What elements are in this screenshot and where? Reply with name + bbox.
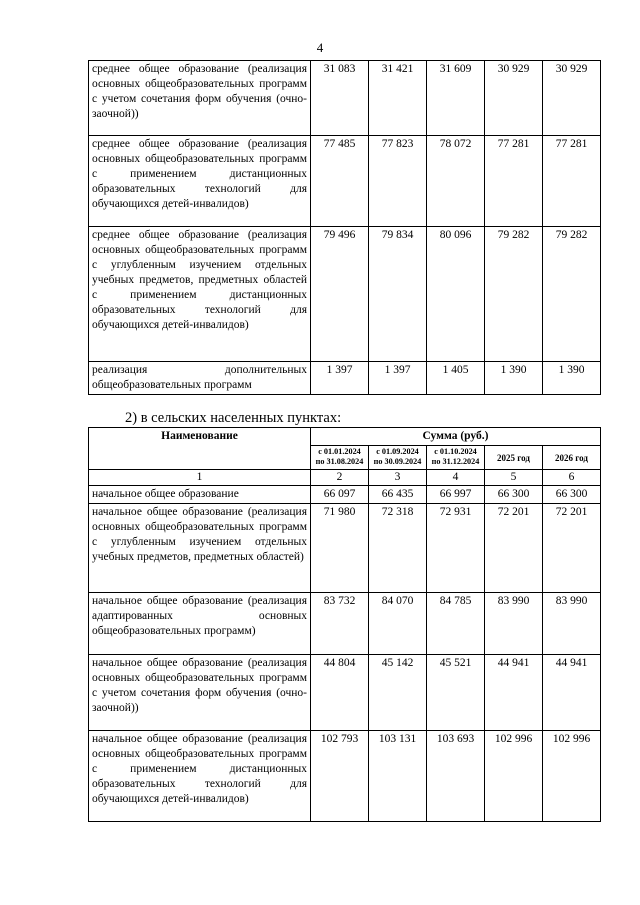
cell-value: 102 793 [311, 731, 369, 822]
cell-value: 71 980 [311, 504, 369, 593]
column-index: 6 [543, 470, 601, 486]
table-row [89, 655, 601, 731]
row-name: среднее общее образование (реализация основных общеобразовательных программ с углубленным изучением отдельных учебных предметов, предметных областей с применением дистанционных образовательных технологий для обучающихся детей-инвалидов) [89, 227, 311, 362]
cell-value: 1 390 [485, 362, 543, 395]
row-name: среднее общее образование (реализация основных общеобразовательных программ с применением дистанционных образовательных технологий для обучающихся детей-инвалидов) [89, 136, 311, 227]
cell-value: 44 941 [543, 655, 601, 731]
period-header: 2025 год [485, 446, 543, 470]
cell-value: 77 823 [369, 136, 427, 227]
cell-value: 79 282 [543, 227, 601, 362]
table-row [89, 593, 601, 655]
column-index: 3 [369, 470, 427, 486]
cell-value: 78 072 [427, 136, 485, 227]
cell-value: 80 096 [427, 227, 485, 362]
period-header: с 01.10.2024 по 31.12.2024 [427, 446, 485, 470]
cell-value: 103 131 [369, 731, 427, 822]
header-name: Наименование [89, 428, 311, 470]
cell-value: 1 390 [543, 362, 601, 395]
cell-value: 45 142 [369, 655, 427, 731]
cell-value: 66 300 [543, 486, 601, 504]
table-row [89, 362, 601, 395]
cell-value: 66 097 [311, 486, 369, 504]
cell-value: 1 397 [369, 362, 427, 395]
page-number: 4 [316, 40, 324, 55]
row-name: начальное общее образование (реализация основных общеобразовательных программ с учетом сочетания форм обучения (очно-заочной)) [89, 655, 311, 731]
row-name: начальное общее образование (реализация основных общеобразовательных программ с углубленным изучением отдельных учебных предметов, предметных областей) [89, 504, 311, 593]
cell-value: 79 834 [369, 227, 427, 362]
column-index: 2 [311, 470, 369, 486]
cell-value: 66 300 [485, 486, 543, 504]
period-header: с 01.01.2024 по 31.08.2024 [311, 446, 369, 470]
cell-value: 31 609 [427, 61, 485, 136]
column-index: 4 [427, 470, 485, 486]
cell-value: 45 521 [427, 655, 485, 731]
cell-value: 1 397 [311, 362, 369, 395]
rural-tariff-table [88, 427, 601, 822]
cell-value: 72 318 [369, 504, 427, 593]
cell-value: 30 929 [543, 61, 601, 136]
cell-value: 66 435 [369, 486, 427, 504]
cell-value: 31 083 [311, 61, 369, 136]
table-row [89, 61, 601, 136]
cell-value: 84 070 [369, 593, 427, 655]
cell-value: 79 282 [485, 227, 543, 362]
cell-value: 31 421 [369, 61, 427, 136]
row-name: начальное общее образование [89, 486, 311, 504]
cell-value: 44 941 [485, 655, 543, 731]
tariff-table-continued [88, 60, 601, 395]
cell-value: 83 990 [485, 593, 543, 655]
row-name: начальное общее образование (реализация адаптированных основных общеобразовательных программ) [89, 593, 311, 655]
cell-value: 72 201 [485, 504, 543, 593]
row-name: реализация дополнительных общеобразовательных программ [89, 362, 311, 395]
cell-value: 1 405 [427, 362, 485, 395]
cell-value: 103 693 [427, 731, 485, 822]
table-row [89, 136, 601, 227]
cell-value: 79 496 [311, 227, 369, 362]
row-name: среднее общее образование (реализация основных общеобразовательных программ с учетом сочетания форм обучения (очно-заочной)) [89, 61, 311, 136]
header-sum: Сумма (руб.) [311, 428, 601, 446]
table-row [89, 486, 601, 504]
cell-value: 30 929 [485, 61, 543, 136]
cell-value: 102 996 [543, 731, 601, 822]
cell-value: 44 804 [311, 655, 369, 731]
row-name: начальное общее образование (реализация основных общеобразовательных программ с применением дистанционных образовательных технологий для обучающихся детей-инвалидов) [89, 731, 311, 822]
column-index: 1 [89, 470, 311, 486]
cell-value: 83 990 [543, 593, 601, 655]
cell-value: 84 785 [427, 593, 485, 655]
table-row [89, 731, 601, 822]
cell-value: 72 931 [427, 504, 485, 593]
table-row [89, 227, 601, 362]
period-header: с 01.09.2024 по 30.09.2024 [369, 446, 427, 470]
cell-value: 77 281 [543, 136, 601, 227]
cell-value: 77 485 [311, 136, 369, 227]
cell-value: 83 732 [311, 593, 369, 655]
cell-value: 66 997 [427, 486, 485, 504]
column-index: 5 [485, 470, 543, 486]
cell-value: 72 201 [543, 504, 601, 593]
table-row [89, 504, 601, 593]
period-header: 2026 год [543, 446, 601, 470]
section-title: 2) в сельских населенных пунктах: [125, 410, 342, 426]
cell-value: 77 281 [485, 136, 543, 227]
cell-value: 102 996 [485, 731, 543, 822]
